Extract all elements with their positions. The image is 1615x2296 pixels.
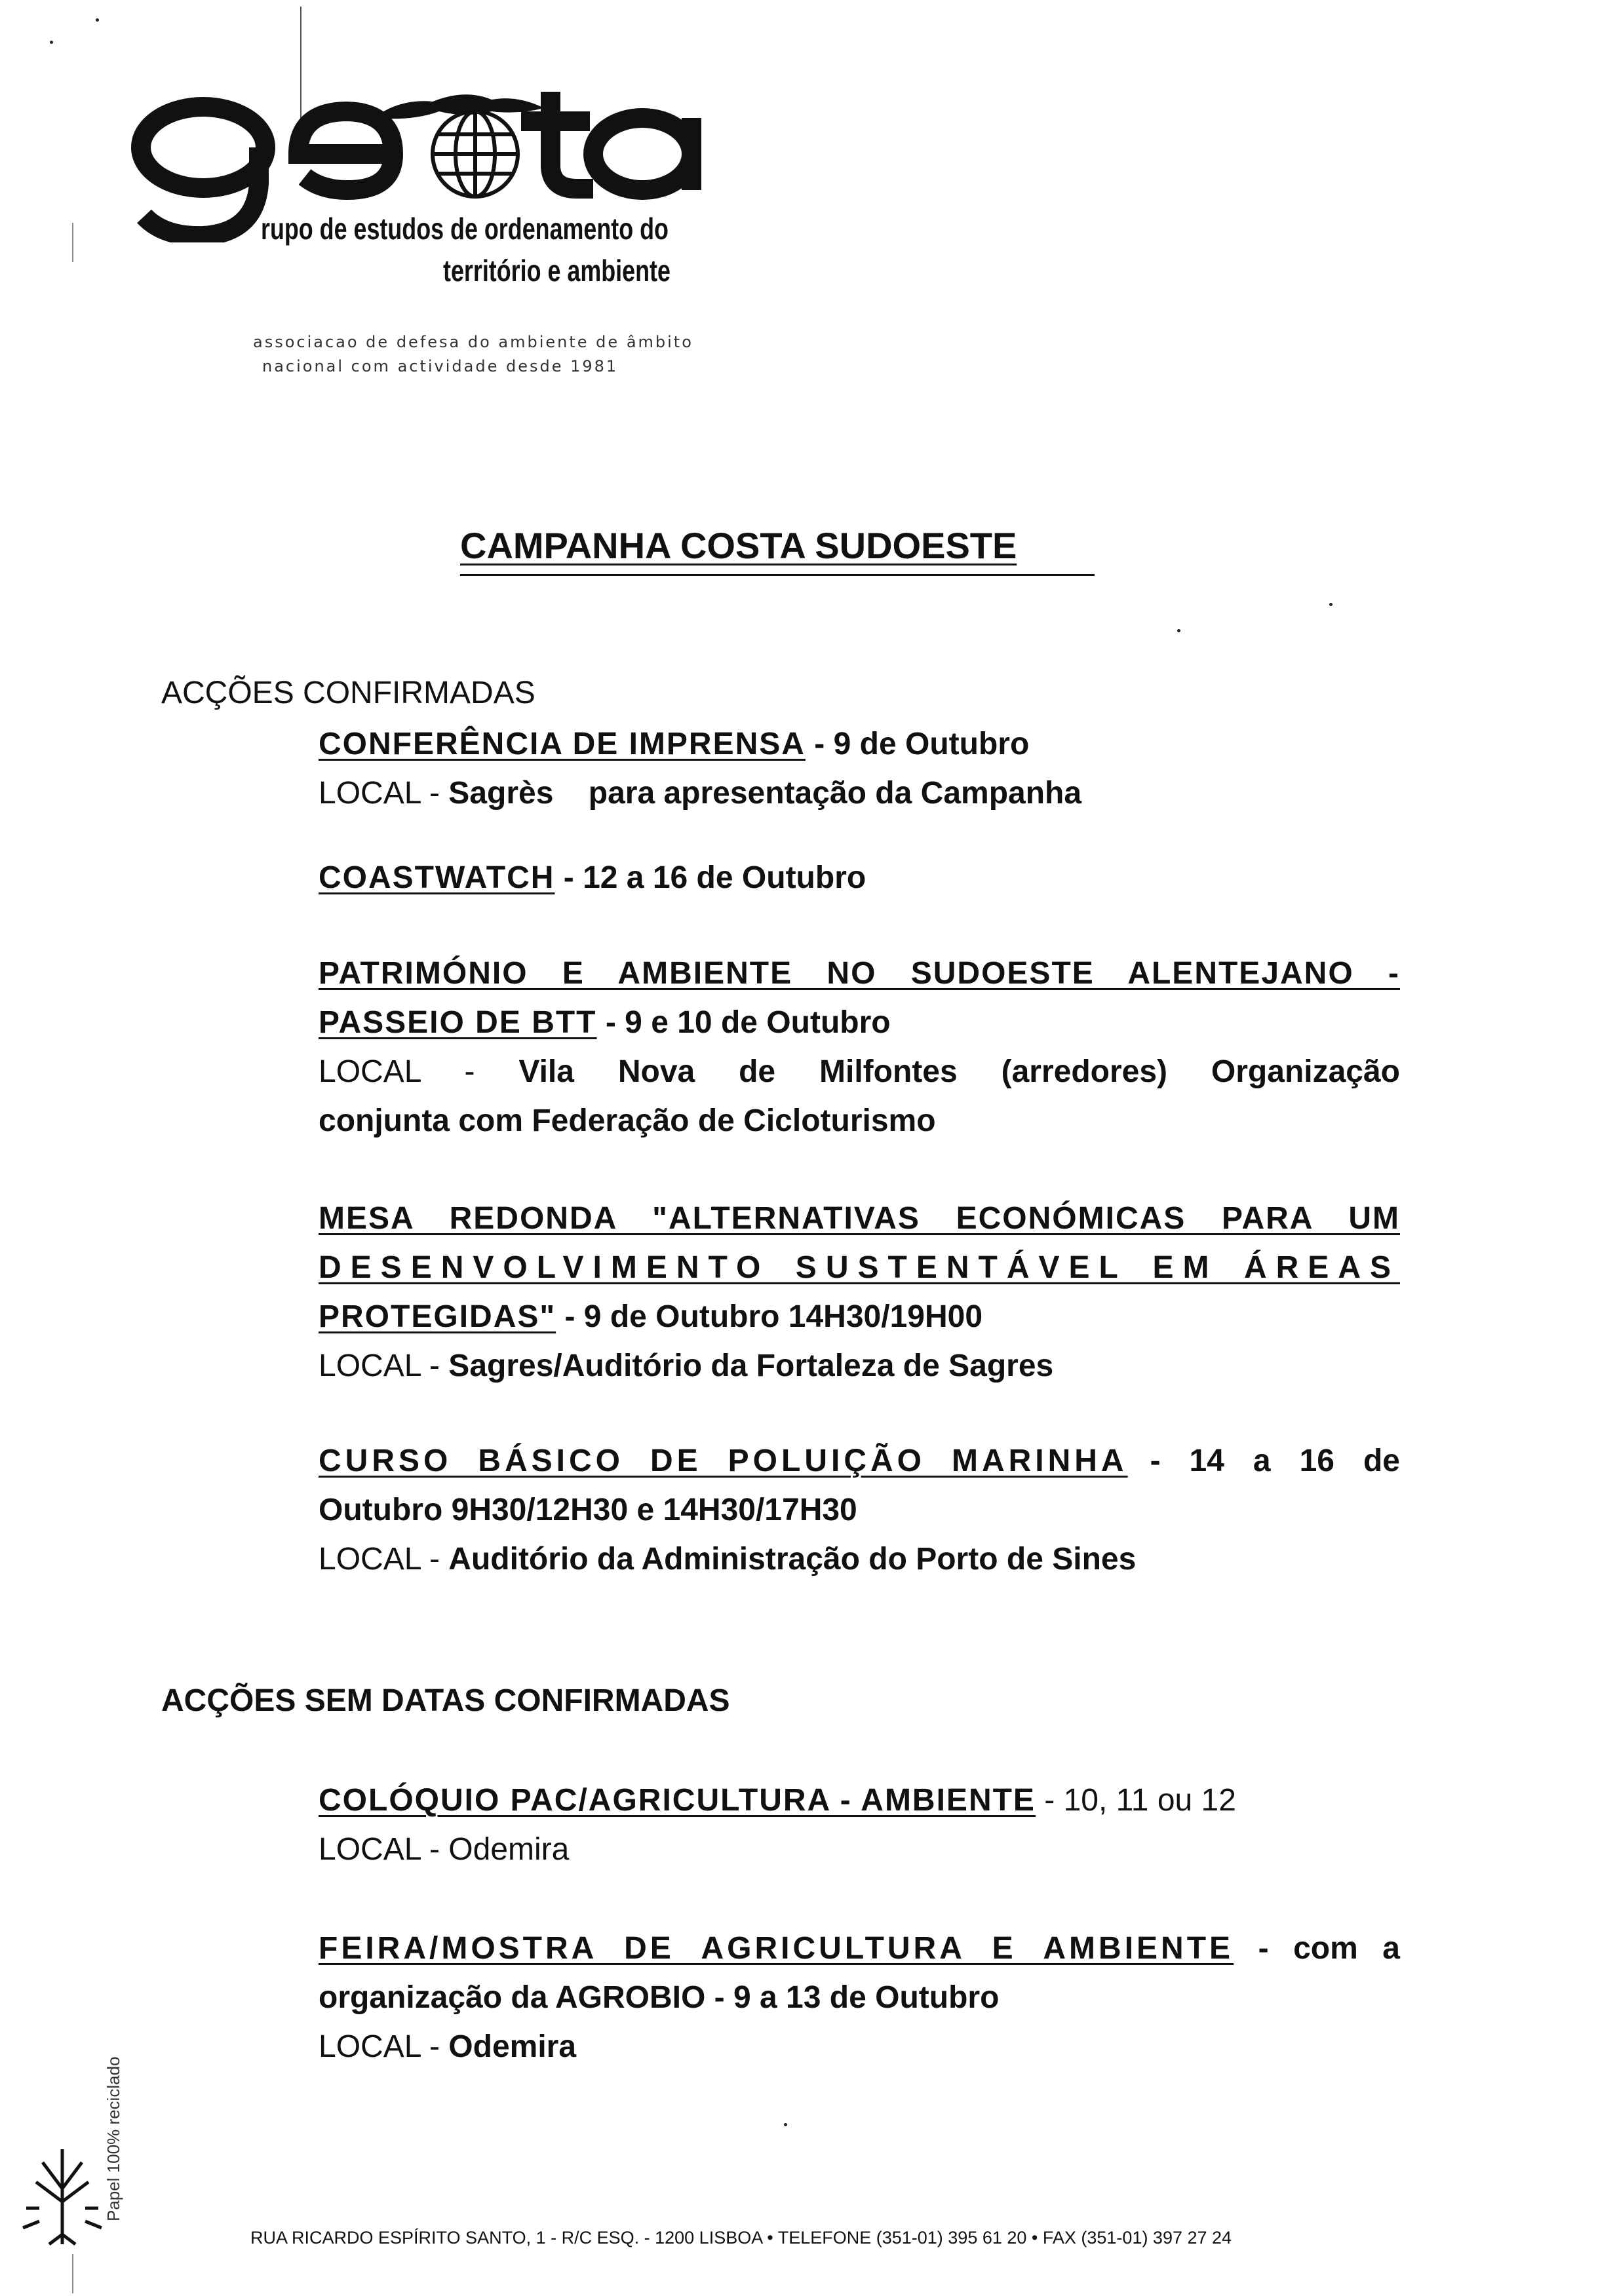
item-detail: - 9 de Outubro 14H30/19H00 [564,1299,983,1334]
tree-icon [13,2136,111,2248]
scan-speck [50,41,53,44]
item-detail: - 9 e 10 de Outubro [605,1005,891,1040]
local-value-line1: Vila Nova de Milfontes (arredores) Organização [518,1054,1400,1089]
local-value-line2: conjunta com Federação de Cicloturismo [319,1103,936,1138]
item-detail: - 10, 11 ou 12 [1044,1783,1236,1818]
org-name-line1: rupo de estudos de ordenamento do [261,212,669,246]
item-name: COASTWATCH [319,860,555,895]
confirmed-heading: ACÇÕES CONFIRMADAS [161,676,535,710]
scan-speck [1329,603,1333,606]
margin-line [72,2254,73,2293]
assoc-line1: associacao de defesa do ambiente de âmbito [253,333,693,351]
local-label: LOCAL - [319,2029,440,2064]
local-label: LOCAL - [319,1054,475,1089]
list-item [319,1436,1400,1584]
margin-line [72,223,73,262]
footer-address: RUA RICARDO ESPÍRITO SANTO, 1 - R/C ESQ. - 1200 LISBOA • TELEFONE (351-01) 395 61 20 • FAX (351-01) 397 27 24 [250,2228,1232,2248]
logo-wordmark: geota [413,104,417,105]
local-label: LOCAL - [319,1349,440,1383]
item-name: FEIRA/MOSTRA DE AGRICULTURA E AMBIENTE [319,1931,1234,1966]
title-double-underline [460,574,1095,576]
list-item [319,1194,1400,1390]
list-item [319,1776,1400,1874]
org-name-line2: território e ambiente [443,254,671,288]
item-name-line2: DESENVOLVIMENTO SUSTENTÁVEL EM ÁREAS [319,1250,1400,1285]
item-detail: - 9 de Outubro [814,727,1030,761]
item-detail-line1: - 14 a 16 de [1150,1444,1400,1478]
local-value: Odemira [448,1832,570,1867]
item-name: COLÓQUIO PAC/AGRICULTURA - AMBIENTE [319,1783,1036,1818]
item-detail-line2: Outubro 9H30/12H30 e 14H30/17H30 [319,1493,857,1527]
local-value: Odemira [448,2029,577,2064]
unconfirmed-heading: ACÇÕES SEM DATAS CONFIRMADAS [161,1683,730,1718]
item-name-line3: PROTEGIDAS" [319,1299,556,1334]
scan-speck [96,18,99,22]
page-title: CAMPANHA COSTA SUDOESTE [460,525,1017,566]
recycled-paper-note: Papel 100% reciclado [104,2056,123,2221]
local-label: LOCAL - [319,776,440,811]
list-item [319,1924,1400,2071]
scan-speck [1177,629,1180,632]
item-name: CURSO BÁSICO DE POLUIÇÃO MARINHA [319,1444,1128,1478]
local-value: Sagres/Auditório da Fortaleza de Sagres [448,1349,1054,1383]
local-value: Auditório da Administração do Porto de Sines [448,1542,1137,1577]
item-name-line1: PATRIMÓNIO E AMBIENTE NO SUDOESTE ALENTEJANO - [319,956,1400,991]
item-name: CONFERÊNCIA DE IMPRENSA [319,727,806,761]
item-detail-line2: organização da AGROBIO - 9 a 13 de Outubro [319,1980,1000,2015]
assoc-line2: nacional com actividade desde 1981 [262,357,619,375]
item-detail: - 12 a 16 de Outubro [563,860,866,895]
item-name-line2: PASSEIO DE BTT [319,1005,597,1040]
scan-speck [784,2123,787,2126]
item-detail-line1: - com a [1258,1931,1400,1966]
list-item [319,853,1400,902]
local-label: LOCAL - [319,1542,440,1577]
local-label: LOCAL - [319,1832,440,1867]
list-item [319,949,1400,1145]
list-item [319,719,1400,818]
local-value: Sagrès para apresentação da Campanha [448,776,1082,811]
item-name-line1: MESA REDONDA "ALTERNATIVAS ECONÓMICAS PARA UM [319,1201,1400,1236]
